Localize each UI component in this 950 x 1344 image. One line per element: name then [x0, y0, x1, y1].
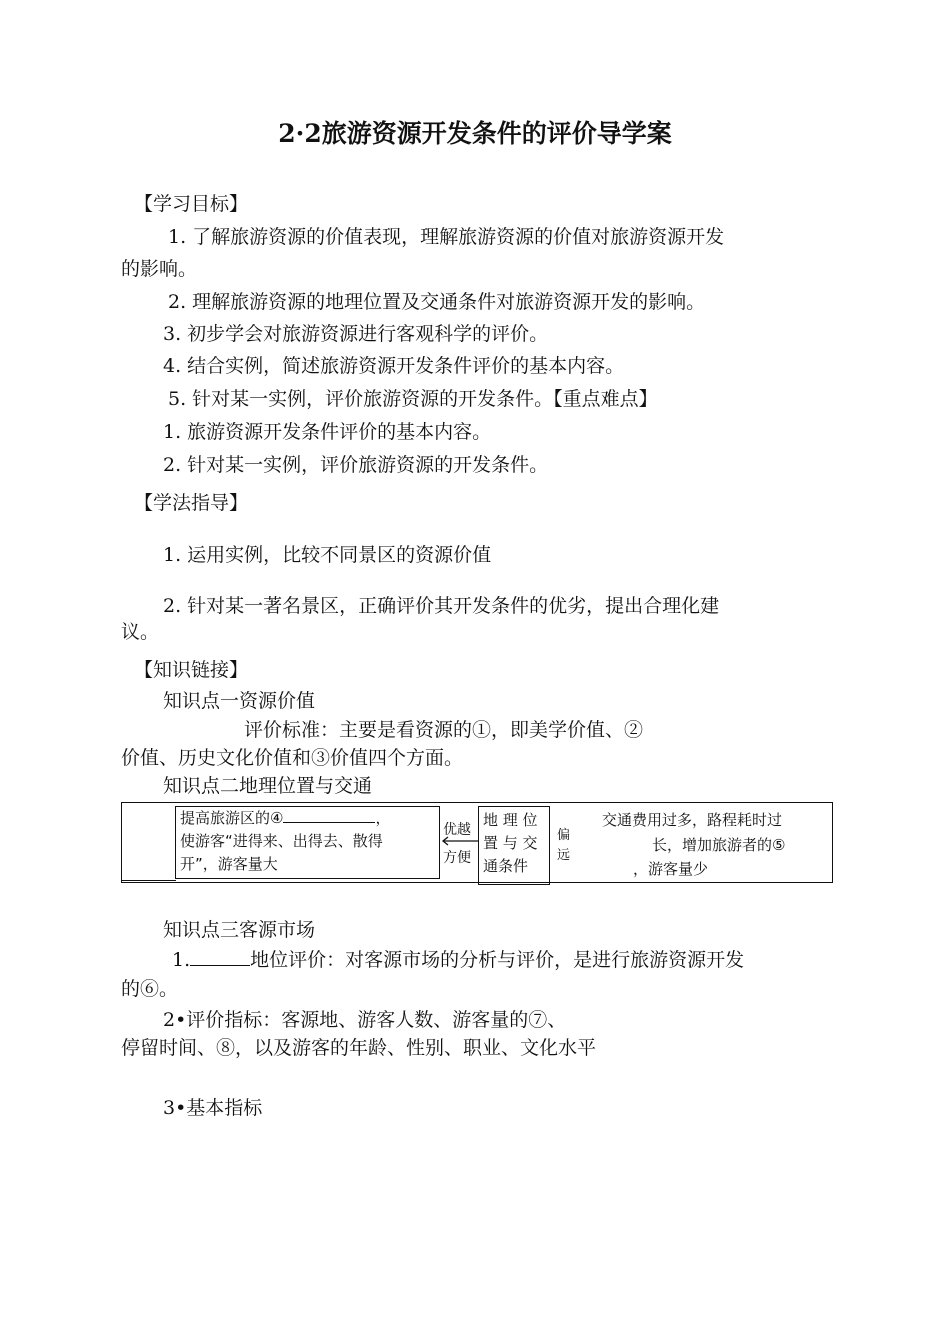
objective-item-1-cont: 的影响。	[121, 258, 198, 280]
center-line-3: 通条件	[483, 857, 529, 875]
point1-line-2: 价值、历史文化价值和③价值四个方面。	[121, 747, 464, 769]
center-line-1: 地 理 位	[483, 811, 538, 829]
remote-line-1: 交通费用过多，路程耗时过	[602, 811, 783, 829]
left-arrow-icon	[440, 836, 480, 846]
arrow-label-top: 优越	[443, 822, 471, 838]
knowledge-heading: 【知识链接】	[134, 659, 249, 681]
advantage-line-3: 开”，游客量大	[180, 855, 278, 873]
advantage-box	[175, 806, 440, 879]
remote-line-3: ，游客量少	[633, 860, 709, 878]
method-item-2-cont: 议。	[121, 621, 160, 643]
answer-blank-4	[283, 810, 375, 823]
method-heading: 【学法指导】	[134, 492, 249, 514]
location-transport-diagram	[121, 802, 833, 883]
objective-item-4: 4. 结合实例，简述旅游资源开发条件评价的基本内容。	[163, 355, 625, 377]
objective-item-2: 2. 理解旅游资源的地理位置及交通条件对旅游资源开发的影响。	[168, 291, 706, 313]
point2-title: 知识点二地理位置与交通	[163, 775, 373, 797]
point3-line-4: 停留时间、⑧，以及游客的年龄、性别、职业、文化水平	[121, 1037, 597, 1059]
remote-label-2: 远	[557, 848, 571, 863]
connector-line	[122, 880, 176, 881]
keypoint-item-1: 1. 旅游资源开发条件评价的基本内容。	[163, 421, 492, 443]
method-item-2: 2. 针对某一著名景区，正确评价其开发条件的优劣，提出合理化建	[163, 595, 720, 617]
point3-line-1-text: 地位评价：对客源市场的分析与评价，是进行旅游资源开发	[250, 949, 745, 971]
advantage-line-1-suffix: ，	[375, 809, 391, 827]
location-transport-box	[478, 806, 550, 885]
advantage-line-2: 使游客“进得来、出得去、散得	[180, 832, 383, 850]
objectives-heading: 【学习目标】	[134, 193, 249, 215]
keypoint-item-2: 2. 针对某一实例，评价旅游资源的开发条件。	[163, 454, 549, 476]
remote-line-2: 长，增加旅游者的⑤	[652, 836, 786, 854]
objective-item-3: 3. 初步学会对旅游资源进行客观科学的评价。	[163, 323, 549, 345]
answer-blank-position	[190, 949, 250, 966]
arrow-label-bottom: 方便	[443, 850, 471, 866]
point3-line-1	[172, 948, 744, 972]
point3-line-5: 3•基本指标	[163, 1097, 263, 1119]
objective-item-5: 5. 针对某一实例，评价旅游资源的开发条件。【重点难点】	[168, 388, 658, 410]
point3-line-3: 2•评价指标：客源地、游客人数、游客量的⑦、	[163, 1009, 567, 1031]
point1-line-1: 评价标准：主要是看资源的①，即美学价值、②	[244, 719, 644, 741]
center-line-2: 置 与 交	[483, 834, 538, 852]
advantage-line-1: 提高旅游区的④	[180, 809, 284, 827]
point1-title: 知识点一资源价值	[163, 690, 316, 712]
objective-item-1: 1. 了解旅游资源的价值表现，理解旅游资源的价值对旅游资源开发	[168, 226, 725, 248]
method-item-1: 1. 运用实例，比较不同景区的资源价值	[163, 544, 492, 566]
point3-title: 知识点三客源市场	[163, 919, 316, 941]
remote-label-1: 偏	[557, 828, 571, 843]
point3-line-2: 的⑥。	[121, 978, 179, 1000]
document-title: 2·2旅游资源开发条件的评价导学案	[278, 119, 672, 148]
point3-line-1-number: 1.	[172, 949, 191, 971]
